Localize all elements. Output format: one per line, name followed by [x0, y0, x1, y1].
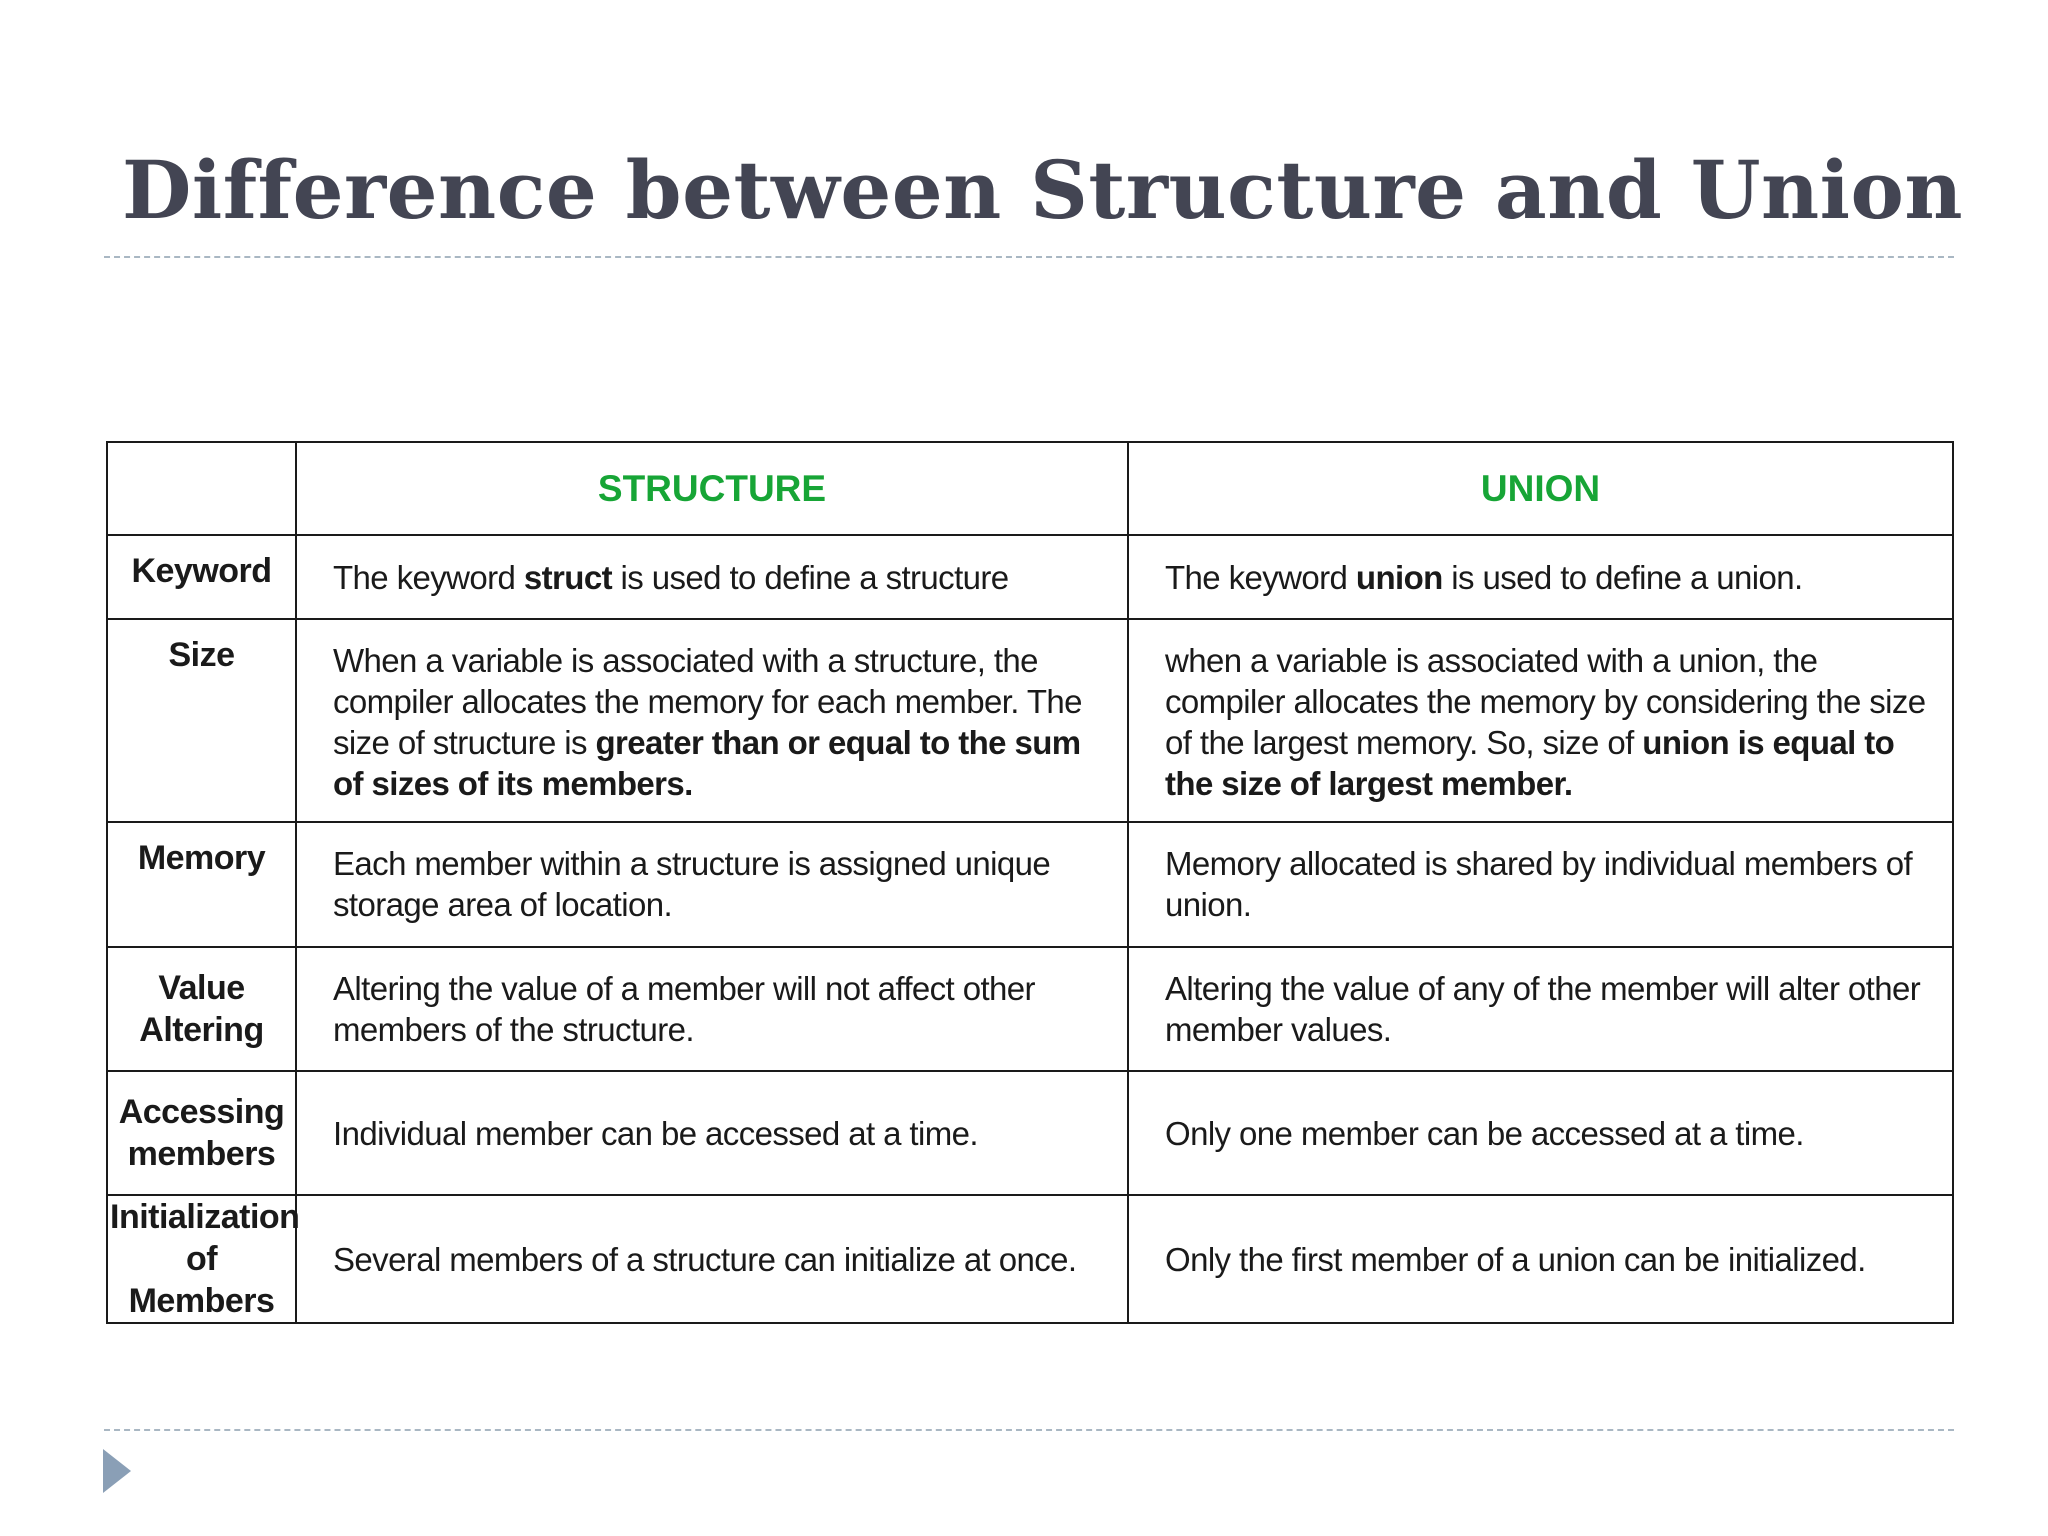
comparison-table: [106, 441, 1954, 1324]
row-label-size: Size: [107, 619, 296, 822]
slide-title: Difference between Structure and Union: [122, 143, 1964, 237]
row-label-accessing-line1: Accessing: [118, 1093, 285, 1131]
union-keyword-text-b: union: [1355, 558, 1443, 596]
union-memory-cell: Memory allocated is shared by individual members of union.: [1128, 822, 1953, 947]
structure-size-text-a: When a variable is associated with a structure, the compiler allocates the memory for each member. The size of structure is: [333, 642, 1082, 761]
row-label-value-altering-line2: Altering: [139, 1011, 264, 1049]
header-corner-cell: [107, 442, 296, 535]
structure-value-altering-cell: Altering the value of a member will not affect other members of the structure.: [296, 947, 1128, 1071]
union-initialization-cell: Only the first member of a union can be initialized.: [1128, 1195, 1953, 1323]
structure-memory-cell: Each member within a structure is assigned unique storage area of location.: [296, 822, 1128, 947]
union-size-text-b: union is equal to the size of largest member.: [1165, 724, 1895, 802]
row-label-value-altering: [107, 947, 296, 1071]
structure-keyword-cell: [296, 535, 1128, 619]
row-label-memory: Memory: [107, 822, 296, 947]
header-union: UNION: [1128, 442, 1953, 535]
structure-keyword-text-c: is used to define a structure: [611, 558, 1009, 596]
structure-size-cell: [296, 619, 1128, 822]
row-label-initialization-line1: Initialization: [110, 1198, 300, 1236]
union-size-cell: [1128, 619, 1953, 822]
footer-divider: [104, 1429, 1954, 1431]
row-label-initialization: [107, 1195, 300, 1323]
union-value-altering-cell: Altering the value of any of the member will alter other member values.: [1128, 947, 1953, 1071]
table-row-memory: [107, 822, 1953, 947]
table-row-accessing: [107, 1071, 1953, 1195]
row-label-value-altering-line1: Value: [158, 969, 245, 1007]
row-label-initialization-line2: of Members: [128, 1240, 275, 1320]
row-label-keyword: Keyword: [107, 535, 296, 619]
table-row-size: [107, 619, 1953, 822]
header-structure: STRUCTURE: [296, 442, 1128, 535]
row-label-accessing-line2: members: [127, 1135, 276, 1173]
union-keyword-text-a: The keyword: [1165, 558, 1356, 596]
structure-initialization-cell: Several members of a structure can initialize at once.: [296, 1195, 1128, 1323]
union-size-text-a: when a variable is associated with a union, the compiler allocates the memory by considering the size of the largest memory. So, size of: [1165, 642, 1926, 761]
union-keyword-cell: [1128, 535, 1953, 619]
table-row-value-altering: [107, 947, 1953, 1071]
structure-keyword-text-b: struct: [523, 558, 612, 596]
union-accessing-cell: Only one member can be accessed at a time.: [1128, 1071, 1953, 1195]
row-label-accessing: [107, 1071, 296, 1195]
header-row: [107, 442, 1953, 535]
structure-size-text-b: greater than or equal to the sum of sizes of its members.: [333, 724, 1081, 802]
triangle-right-icon: [103, 1449, 131, 1493]
structure-accessing-cell: Individual member can be accessed at a time.: [296, 1071, 1128, 1195]
table-row-initialization: [107, 1195, 1953, 1323]
structure-keyword-text-a: The keyword: [333, 558, 524, 596]
table-row-keyword: [107, 535, 1953, 619]
union-keyword-text-c: is used to define a union.: [1442, 558, 1803, 596]
title-divider: [104, 256, 1954, 258]
